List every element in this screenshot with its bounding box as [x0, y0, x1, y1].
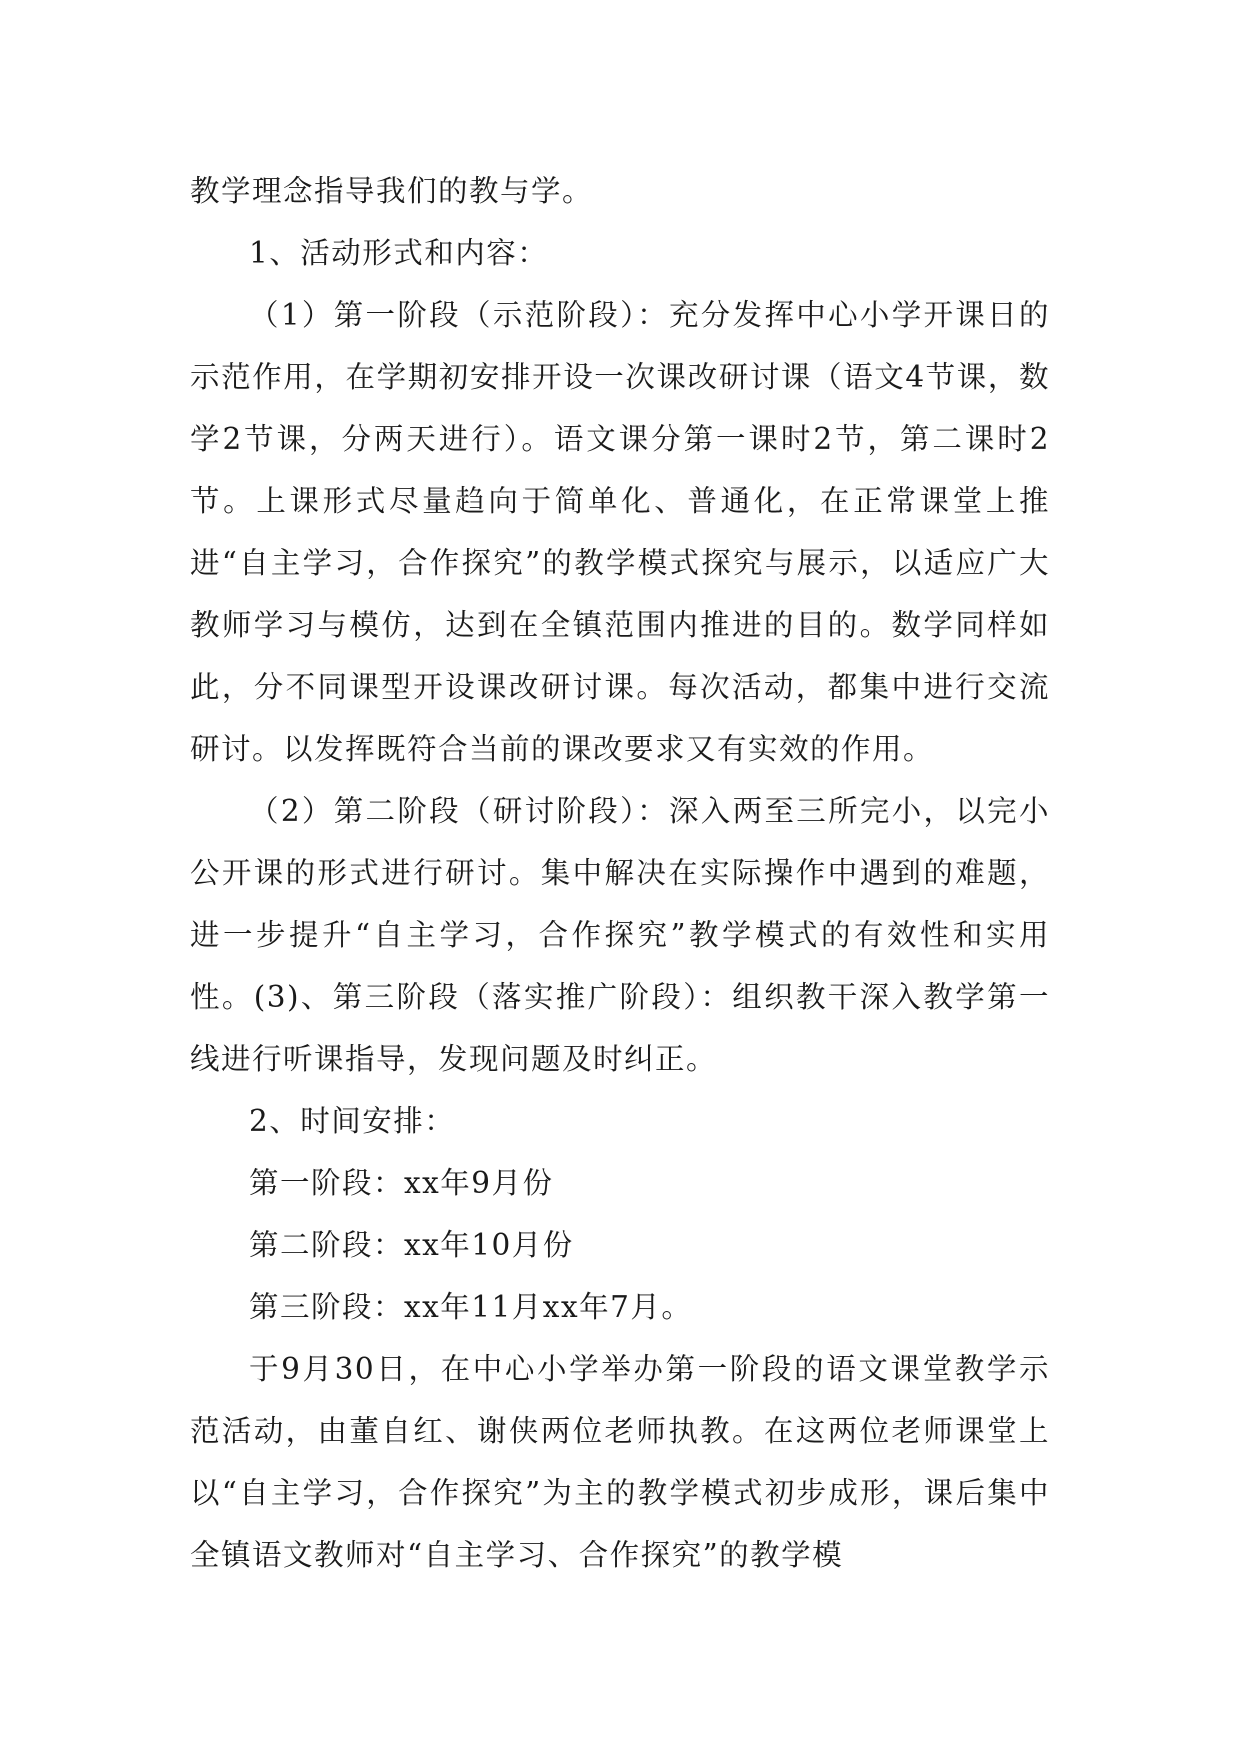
paragraph-stage-two-three: （2）第二阶段（研讨阶段）：深入两至三所完小，以完小公开课的形式进行研讨。集中解决在实际操作中遇到的难题，进一步提升“自主学习，合作探究”教学模式的有效性和实用性。(3)、第三阶段（落实推广阶段）：组织教干深入教学第一线进行听课指导，发现问题及时纠正。 [190, 794, 1050, 1076]
paragraph: 教学理念指导我们的教与学。 [190, 174, 594, 208]
schedule-item-stage-one: 第一阶段：xx年9月份 [249, 1166, 554, 1200]
schedule-item-stage-three: 第三阶段：xx年11月xx年7月。 [249, 1290, 693, 1324]
section-heading-schedule: 2、时间安排： [249, 1104, 456, 1138]
schedule-item-stage-two: 第二阶段：xx年10月份 [249, 1228, 574, 1262]
section-heading-activity-form: 1、活动形式和内容： [249, 236, 549, 270]
paragraph-stage-one: （1）第一阶段（示范阶段）：充分发挥中心小学开课日的示范作用，在学期初安排开设一次课改研讨课（语文4节课，数学2节课，分两天进行）。语文课分第一课时2节，第二课时2节。上课形式尽量趋向于简单化、普通化，在正常课堂上推进“自主学习，合作探究”的教学模式探究与展示，以适应广大教师学习与模仿，达到在全镇范围内推进的目的。数学同样如此，分不同课型开设课改研讨课。每次活动，都集中进行交流研讨。以发挥既符合当前的课改要求又有实效的作用。 [190, 298, 1050, 766]
paragraph-demo-activity: 于9月30日，在中心小学举办第一阶段的语文课堂教学示范活动，由董自红、谢侠两位老师执教。在这两位老师课堂上以“自主学习，合作探究”为主的教学模式初步成形，课后集中全镇语文教师对“自主学习、合作探究”的教学模 [190, 1352, 1050, 1572]
body-text [190, 160, 1050, 1586]
